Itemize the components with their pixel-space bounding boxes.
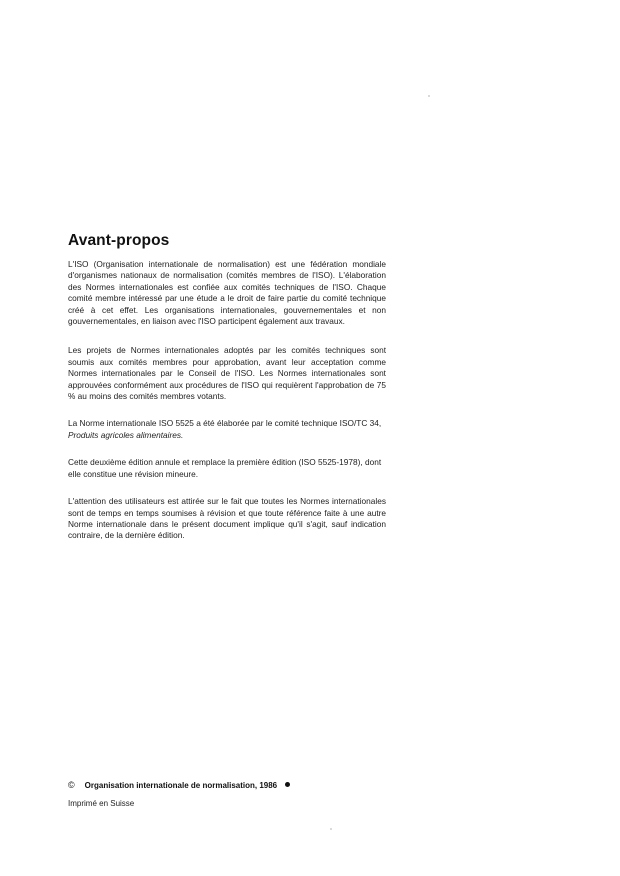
committee-name: Produits agricoles alimentaires. xyxy=(68,429,184,440)
paragraph-standard-preparation-text: La Norme internationale ISO 5525 a été élaborée par le comité technique ISO/TC 34, xyxy=(68,418,382,429)
paragraph-revision-note: L'attention des utilisateurs est attirée sur le fait que toutes les Normes internationales sont de temps en temps soumises à révision et que toute référence faite à une autre Norme internationale dans le présent document implique qu'il s'agit, sauf indication contraire, de la dernière édition. xyxy=(68,496,386,541)
paragraph-iso-description: L'ISO (Organisation internationale de normalisation) est une fédération mondiale d'organismes nationaux de normalisation (comités membres de l'ISO). L'élaboration des Normes internationales est confiée aux comités techniques de l'ISO. Chaque comité membre intéressé par une étude a le droit de faire partie du comité technique créé à cet effet. Les organisations internationales, gouvernementales et non gouvernementales, en liaison avec l'ISO participent également aux travaux. xyxy=(68,259,386,327)
scan-speck xyxy=(330,828,332,830)
foreword-body xyxy=(68,259,386,556)
copyright-line xyxy=(68,780,290,791)
paragraph-draft-standards: Les projets de Normes internationales adoptés par les comités techniques sont soumis aux comités membres pour approbation, avant leur acceptation comme Normes internationales par le Conseil de l'ISO. Les Normes internationales sont approuvées conformément aux procédures de l'ISO qui requièrent l'approbation de 75 % au moins des comités membres votants. xyxy=(68,345,386,402)
paragraph-standard-preparation xyxy=(68,418,386,441)
bullet-dot-icon xyxy=(285,782,290,787)
copyright-icon: © xyxy=(68,780,75,790)
page-title: Avant-propos xyxy=(68,232,170,249)
printed-in: Imprimé en Suisse xyxy=(68,799,135,808)
copyright-text: Organisation internationale de normalisation, 1986 xyxy=(84,781,278,790)
paragraph-edition-note: Cette deuxième édition annule et remplace la première édition (ISO 5525-1978), dont elle constitue une révision mineure. xyxy=(68,457,382,479)
scan-speck xyxy=(428,95,430,97)
